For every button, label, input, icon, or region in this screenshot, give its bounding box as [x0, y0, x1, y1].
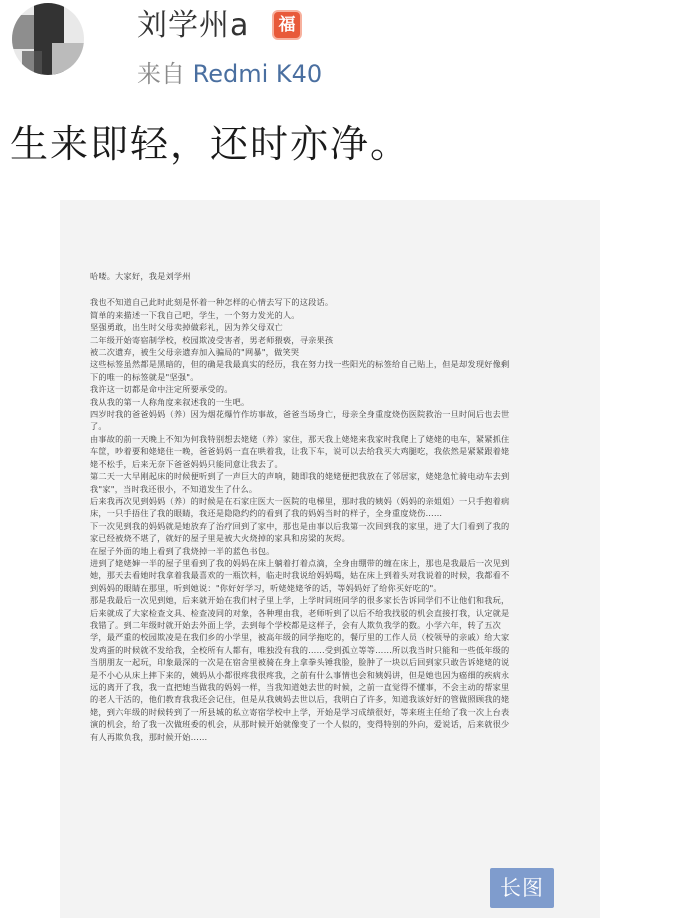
- long-image-badge[interactable]: 长图: [490, 868, 554, 908]
- source-prefix: 来自: [137, 60, 185, 88]
- document-paragraph: 由事故的前一天晚上不知为何我特别想去姥姥（养）家住，那天我上姥姥来我家时我爬上了姥姥的电车，紧紧抓住车筐，吵着要和姥姥住一晚，爸爸妈妈一直在哄着我，让我下车，说可以去给我买大鸡腿吃，我依然是紧紧跟着姥姥不松手，后来无奈下爸爸妈妈只能同意让我去了。: [90, 433, 510, 469]
- document-paragraph: 进到了姥姥婶一半的屋子里看到了我的妈妈在床上躺着打着点滴，全身由绷带的缠在床上，那也是我最后一次见到她，那天去看她时我拿着我最喜欢的一瓶饮料，临走时我说给妈妈喝，姑在床上到着头对我说着的时候，我都看不到妈妈的眼睛在那里，听到她说："你好好学习，听姥姥姥爷的话，等妈妈好了给你买好吃的"。: [90, 557, 510, 593]
- document-text: [90, 270, 515, 743]
- fu-badge-icon: 福: [272, 10, 302, 40]
- document-greeting: 哈喽。大家好，我是刘学州: [90, 271, 191, 281]
- avatar[interactable]: [12, 3, 84, 75]
- document-paragraph: 第二天一大早刚起床的时候便听到了一声巨大的声响，随即我的姥姥便把我放在了邻居家，姥姥急忙骑电动车去到我"家"，当时我还很小，不知道发生了什么。: [90, 471, 510, 494]
- document-paragraph: 后来我再次见到妈妈（养）的时候是在石家庄医大一医院的电梯里，那时我的姨妈（妈妈的亲姐姐）一只手抱着病床，一只手捂住了我的眼睛，我还是隐隐约约的看到了我的妈妈当时的样子，全身重度烧伤……: [90, 495, 510, 519]
- source-device-link[interactable]: Redmi K40: [192, 60, 323, 88]
- document-paragraph: 我许这一切都是命中注定所要承受的。: [90, 384, 233, 395]
- document-paragraph: 简单的来描述一下我自己吧，学生，一个努力发光的人。: [90, 309, 300, 320]
- document-paragraph: 那是我最后一次见到她，后来就开始在我们村子里上学，上学时同班同学的很多家长告诉同学们不让他们和我玩，后来就成了大家检查文具、检查凌同的对象，各种理由我，老师听到了以后不给我找驳的机会直接打我，认定就是我错了。到二年级时就开始去外面上学，去到每个学校都是这样子，会有人欺负我学的数。小学六年，转了五次学，最严重的校园欺凌是在我们乡的小学里，被高年级的同学拖吃的，餐厅里的工作人员（校领导的亲戚）给大家发鸡蛋的时候就不发给我，全校所有人都有，唯独没有我的……受到孤立等等……所以我当时只能和一些低年级的当朋朋友一起玩，印象最深的一次是在宿舍里被骑在身上拿拳头锤我脸，脸肿了一块以后回到家只敢告诉姥姥的说是不小心从床上摔下来的，姨妈从小都很疼我很疼我，之前有什么事情也会和姨妈讲，但是她也因为癌细的疾病永远的离开了我，我一直把她当做我的妈妈一样，当我知道她去世的时候，之前一直觉得不懂事，不会主动的帮家里的老人干活的，他们教育我我还会记住，但是从我姨妈去世以后，我明白了许多，知道我该好好的管做照顾我的姥姥，到六年级的时候转到了一所县城的私立寄宿学校中上学，开始是学习成绩很好，等来班主任给了我一次上台表演的机会，给了我一次做班委的机会，从那时候开始就像变了一个人似的，变得特别的外向，爱说话，后来就很少有人再欺负我，那时候开始……: [90, 595, 510, 742]
- post-text: 生来即轻，还时亦净。: [10, 122, 411, 166]
- document-paragraph: 这些标签虽然都是黑暗的，但的确是我最真实的经历，我在努力找一些阳光的标签给自己贴上，但是却发现好像剩下的唯一的标签就是"坚强"。: [90, 359, 510, 382]
- document-paragraph: 我也不知道自己此时此刻是怀着一种怎样的心情去写下的这段话。: [90, 297, 334, 308]
- post-source: [137, 58, 322, 90]
- document-paragraph: 坚强勇敢，出生时父母卖掉做彩礼，因为养父母双亡: [90, 322, 283, 333]
- post-long-image[interactable]: [60, 200, 600, 918]
- document-paragraph: 被二次遗弃，被生父母亲遗弃加入骗局的"网暴"，做笑哭: [90, 347, 300, 358]
- document-paragraph: 二年级开始寄宿制学校，校园欺凌受害者，男老师猥亵，寻亲果孩: [90, 334, 334, 345]
- username[interactable]: 刘学州a: [137, 8, 250, 43]
- document-paragraph: 四岁时我的爸爸妈妈（养）因为烟花爆竹作坊事故，爸爸当场身亡，母亲全身重度烧伤医院救治一旦时间后也去世了。: [90, 409, 510, 432]
- document-paragraph: 在屋子外面的地上看到了我烧掉一半的蓝色书包。: [90, 545, 275, 556]
- document-paragraph: 下一次见到我的妈妈就是她放弃了治疗回到了家中，那也是由事以后我第一次回到我的家里，进了大门看到了我的家已经被烧不堪了，就好的屋子里是被大火烧掉的家具和房梁的灰烬。: [90, 520, 510, 544]
- document-paragraph: 我从我的第一人称角度来叙述我的一生吧。: [90, 396, 250, 407]
